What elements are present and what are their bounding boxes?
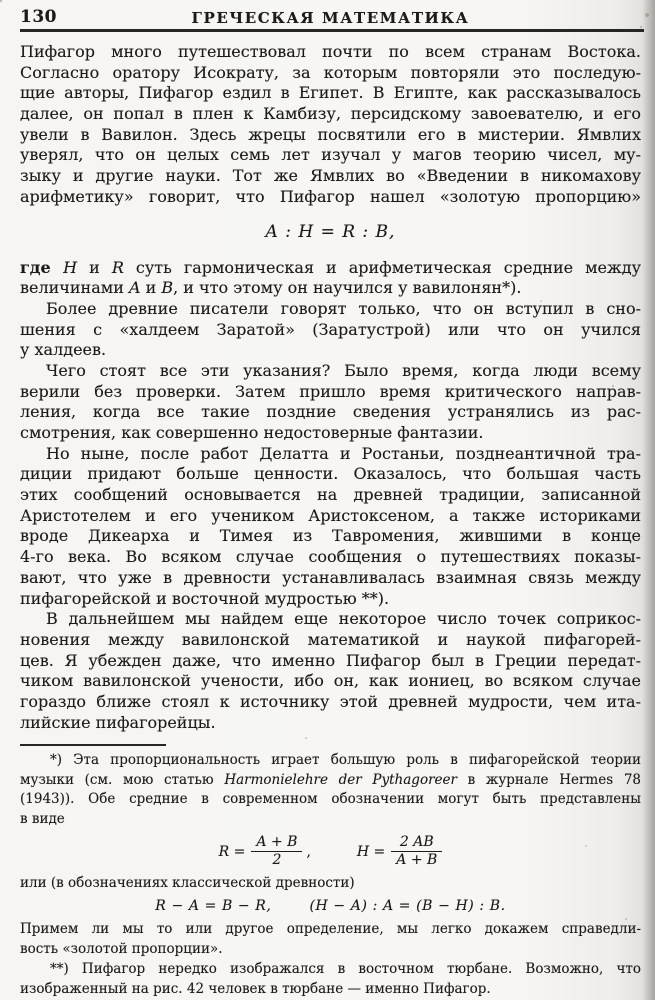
text-line: лийские пифагорейцы. xyxy=(20,712,216,732)
formula-harmonic-mean xyxy=(357,834,442,869)
footnote-line: в виде xyxy=(20,811,65,828)
footnotes-block xyxy=(20,751,641,999)
text-line: зыку и другие науки. Тот же Ямвлих во «Введении в никомахову xyxy=(20,166,641,186)
text-line: смотрения, как совершенно недостоверные фантазии. xyxy=(20,423,484,442)
text-fragment: музыки (см. мою статью xyxy=(20,771,225,788)
text-line: уверял, что он целых семь лет изучал у магов теорию чисел, му- xyxy=(20,145,641,165)
page-number: 130 xyxy=(20,7,57,27)
text-line: В дальнейшем мы найдем еще некоторое число точек соприкос- xyxy=(46,609,641,629)
running-header xyxy=(20,7,641,27)
variable-R: R xyxy=(111,257,124,277)
formula-lhs: H = xyxy=(356,843,386,860)
text-fragment: , и что этому он научился у вавилонян*). xyxy=(173,278,522,298)
text-line: ления, когда все такие поздние сведения устранялись из рас- xyxy=(20,402,641,422)
header-rule xyxy=(20,29,644,32)
text-line: этих сообщений основывается на древней традиции, записанной xyxy=(20,485,641,505)
text-fragment: и xyxy=(77,257,112,277)
footnote-line: *) Эта пропорциональность играет большую роль в пифагорейской теории xyxy=(50,752,641,768)
text-line: пифагорейской и восточной мудростью **). xyxy=(20,588,390,608)
footnote-line: (1943)). Обе средние в современном обозначении могут быть представлены xyxy=(20,791,641,808)
text-fragment: и xyxy=(140,278,162,298)
text-line: вают, что уже в древности устанавливалась взаимная связь между xyxy=(20,567,641,587)
formula-lhs: R = xyxy=(218,843,246,860)
formula-arithmetic-classical: R − A = B − R, xyxy=(155,898,272,915)
formula-means-definitions xyxy=(20,832,641,872)
footnote-separator xyxy=(20,744,166,746)
text-line: шения с «халдеем Заратой» (Заратустрой) или что он учился xyxy=(20,319,641,339)
text-fragment: в журнале Hermes 78 xyxy=(456,771,641,788)
text-line xyxy=(20,278,641,299)
fraction-denominator: A + B xyxy=(396,852,438,869)
variable-B: B xyxy=(161,278,174,298)
formula-golden-proportion: A : H = R : B, xyxy=(265,221,396,242)
variable-A: A xyxy=(128,278,141,298)
text-line: чиком вавилонской учености, ибо он, как иониец, во всяком случае xyxy=(20,671,641,691)
running-title: ГРЕЧЕСКАЯ МАТЕМАТИКА xyxy=(191,9,470,27)
fraction xyxy=(251,834,302,869)
text-line: Чего стоят все эти указания? Было время, когда люди всему xyxy=(46,360,641,380)
paragraph-6 xyxy=(20,609,641,733)
text-line: Но ныне, после работ Делатта и Ростаньи, позднеантичной тра- xyxy=(46,443,641,463)
footnote-line: изображенный на рис. 42 человек в тюрбане — именно Пифагор. xyxy=(20,980,491,997)
formula-classical-definitions xyxy=(20,896,641,916)
text-line xyxy=(20,258,641,279)
text-line: верили без проверки. Затем пришло время критического направ- xyxy=(20,381,641,401)
text-line: у халдеев. xyxy=(20,340,107,360)
text-line: гораздо ближе стоял к источнику этой древней мудрости, чем ита- xyxy=(20,691,641,711)
footnote-line: или (в обозначениях классической древности) xyxy=(20,874,355,891)
text-line: цев. Я убежден даже, что именно Пифагор был в Греции передат- xyxy=(20,650,641,670)
footnote-line: **) Пифагор нередко изображался в восточном тюрбане. Возможно, что xyxy=(50,960,641,977)
formula-gap xyxy=(271,896,309,916)
text-fragment: величинами xyxy=(20,278,129,298)
paragraph-1 xyxy=(20,42,641,208)
footnote-line xyxy=(20,771,641,791)
variable-H: H xyxy=(63,257,78,277)
word-emphasis: где xyxy=(20,257,64,277)
text-line: новения между вавилонской математикой и наукой пифагорей- xyxy=(20,629,641,649)
cited-work-title: Harmonielehre der Pythagoreer xyxy=(224,771,457,788)
footnote-line: Примем ли мы то или другое определение, мы легко докажем справедли- xyxy=(20,921,641,938)
text-line: щие авторы, Пифагор ездил в Египет. В Египте, как рассказывалось xyxy=(20,83,641,103)
paragraph-2 xyxy=(20,258,641,299)
text-line: 4-го века. Во всяком случае сообщения о путешествиях показы- xyxy=(20,547,641,567)
body-text xyxy=(20,42,641,733)
scan-gutter-shadow xyxy=(642,0,655,1000)
text-line: вроде Дикеарха и Тимея из Тавромения, жившими в конце xyxy=(20,526,641,546)
paragraph-3 xyxy=(20,299,641,361)
footnote-line: вость «золотой пропорции». xyxy=(20,941,223,958)
text-line: увели в Вавилон. Здесь жрецы посвятили его в мистерии. Ямвлих xyxy=(20,124,641,144)
text-line: Более древние писатели говорят только, что он вступил в сно- xyxy=(46,298,641,318)
text-line: далее, он попал в плен к Камбизу, персидскому завоевателю, и его xyxy=(20,104,641,124)
text-line: арифметику» говорит, что Пифагор нашел «золотую пропорцию» xyxy=(20,186,641,206)
formula-arithmetic-mean xyxy=(219,834,311,869)
fraction-numerator: 2 AB xyxy=(391,834,442,852)
text-line: Пифагор много путешествовал почти по всем странам Востока. xyxy=(20,42,641,61)
comma: , xyxy=(306,843,311,860)
formula-harmonic-classical: (H − A) : A = (B − H) : B. xyxy=(309,898,506,915)
fraction-denominator: 2 xyxy=(272,852,282,869)
text-line: Согласно оратору Исократу, за которым повторяли это последую- xyxy=(20,62,641,82)
paragraph-4 xyxy=(20,361,641,444)
scan-noise-specks xyxy=(0,0,2,2)
text-line: диции придают больше ценности. Оказалось, что большая часть xyxy=(20,464,641,484)
text-fragment: суть гармоническая и арифметическая средние между xyxy=(123,257,641,277)
paragraph-5 xyxy=(20,444,641,610)
fraction xyxy=(391,834,442,869)
fraction-numerator: A + B xyxy=(251,834,302,852)
text-line: Аристотелем и его учеником Аристоксеном, а также историками xyxy=(20,505,641,525)
